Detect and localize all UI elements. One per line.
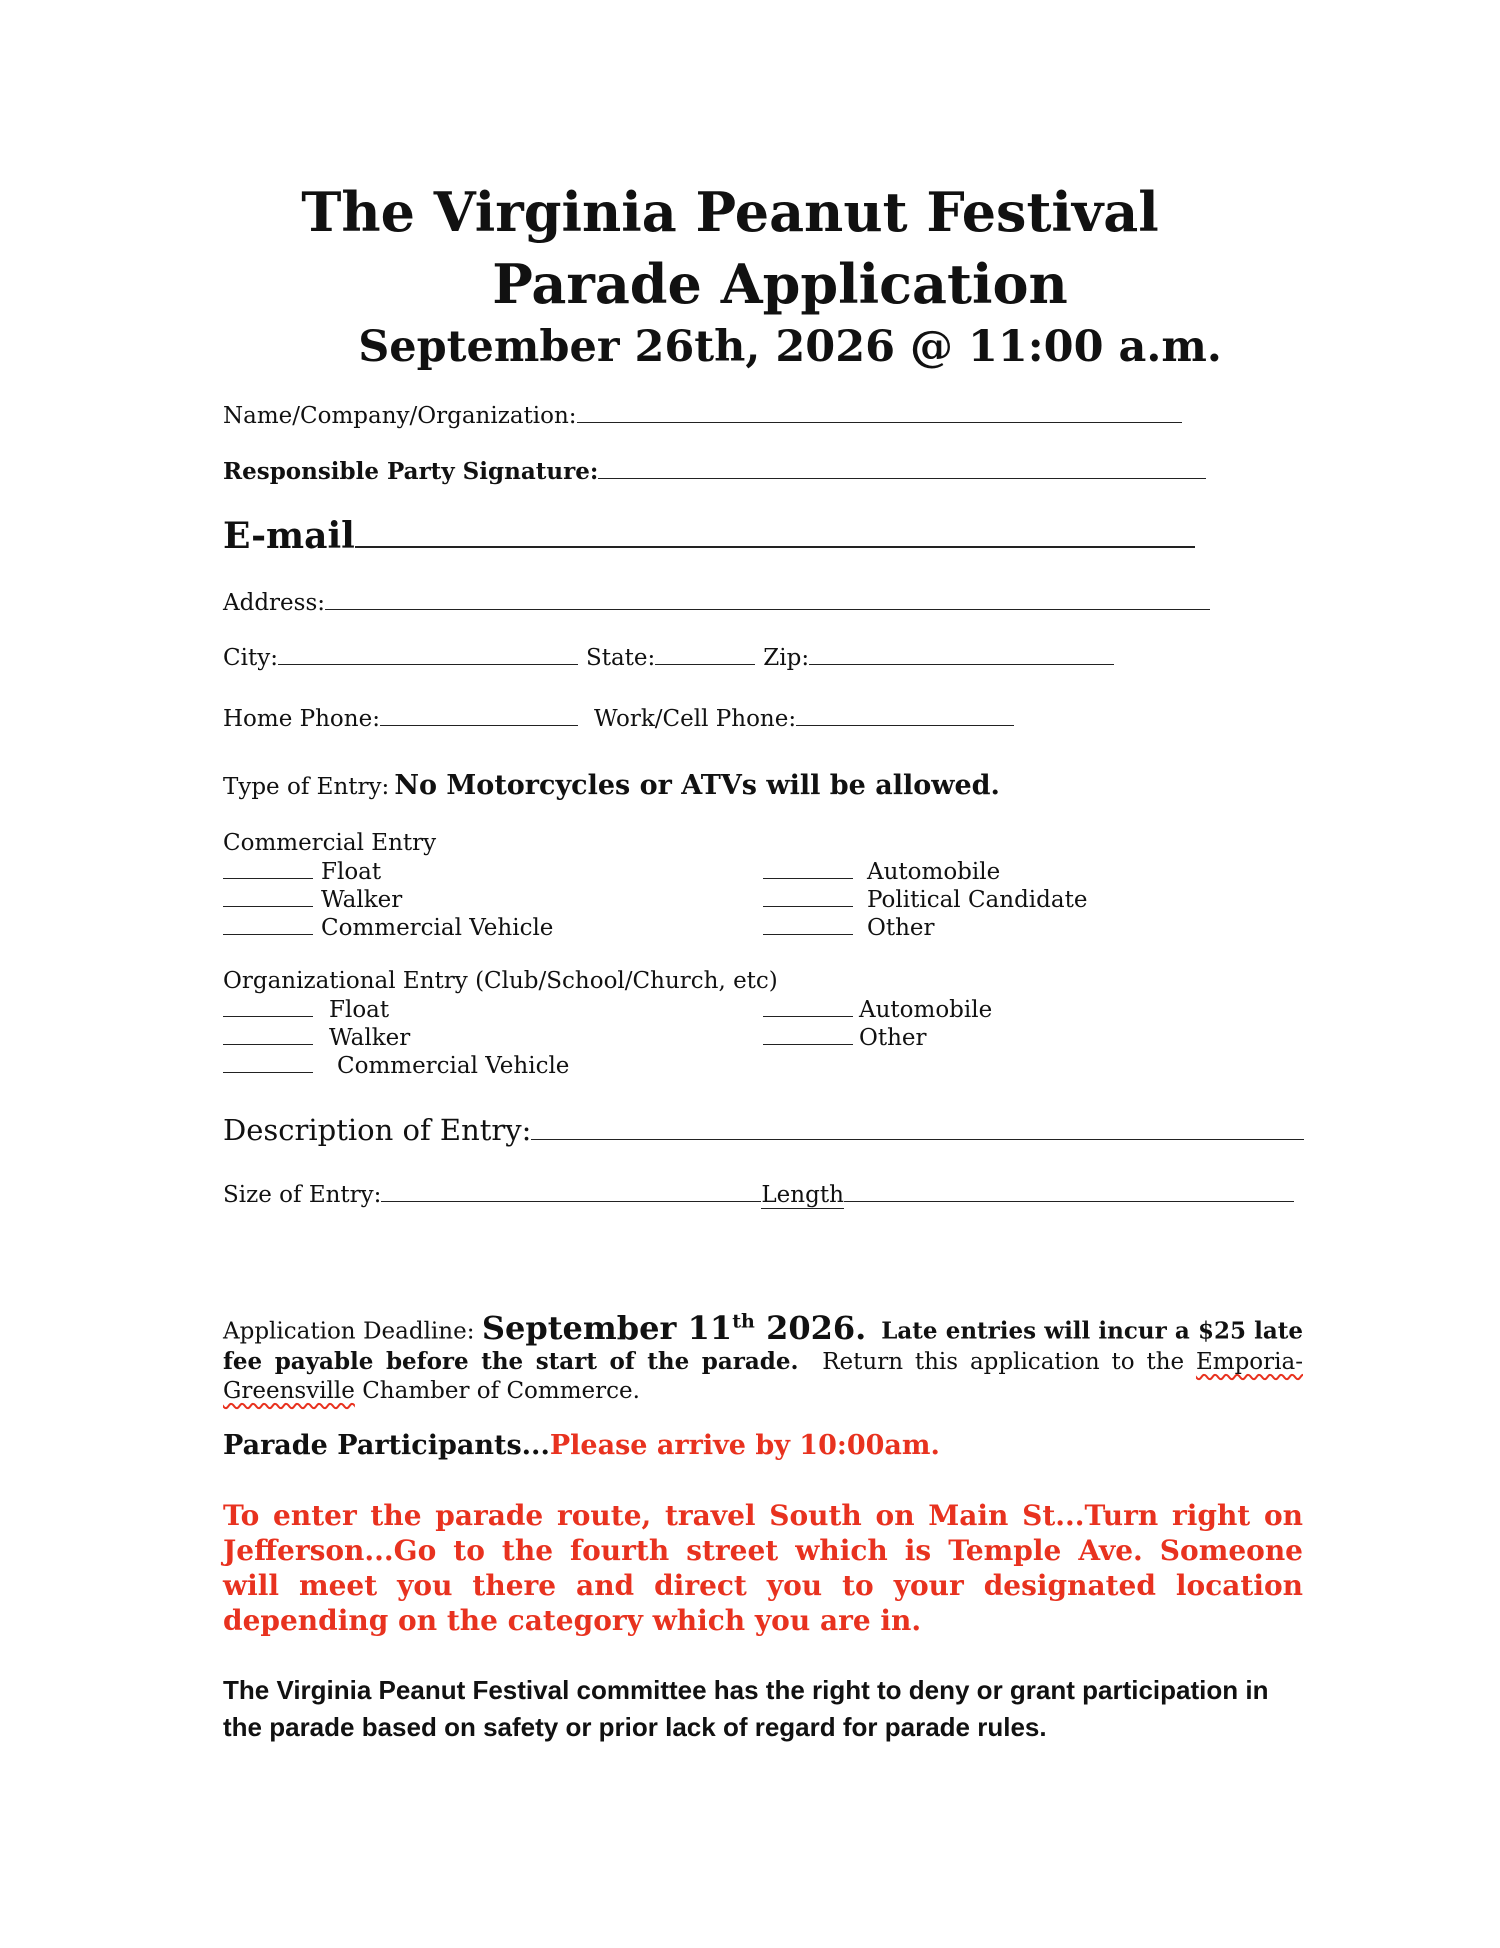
- option-label: Float: [329, 997, 390, 1023]
- state-label: State:: [585, 645, 656, 671]
- length-line[interactable]: [844, 1201, 1294, 1202]
- description-label: Description of Entry:: [223, 1113, 532, 1147]
- description-field[interactable]: [223, 1113, 1304, 1147]
- signature-field[interactable]: [223, 458, 1206, 485]
- size-line[interactable]: [381, 1201, 761, 1202]
- checkbox-line[interactable]: [223, 858, 313, 879]
- participation-rules: The Virginia Peanut Festival committee has the right to deny or grant participation in the parade based on safety or prior lack of regard for parade rules.: [223, 1675, 1269, 1742]
- email-line[interactable]: [355, 546, 1195, 548]
- deadline-date-suffix: th: [732, 1310, 755, 1332]
- checkbox-line[interactable]: [763, 1024, 853, 1045]
- option-label: Walker: [329, 1025, 411, 1051]
- signature-line[interactable]: [598, 478, 1206, 479]
- email-label: E-mail: [223, 515, 355, 557]
- work-phone-label: Work/Cell Phone:: [593, 706, 797, 732]
- checkbox-line[interactable]: [763, 996, 853, 1017]
- work-phone-line[interactable]: [796, 725, 1014, 726]
- route-directions: To enter the parade route, travel South on Main St...Turn right on Jefferson...Go to the fourth street which is Temple Ave. Someone will meet you there and direct you to your designated location depending on the category which you are in.: [223, 1499, 1303, 1637]
- participants-row: [223, 1430, 940, 1461]
- city-state-zip-row: [223, 645, 1114, 671]
- entry-type-label: Type of Entry:: [223, 774, 390, 800]
- name-field[interactable]: [223, 403, 1182, 429]
- deadline-label: Application Deadline:: [223, 1318, 475, 1345]
- address-label: Address:: [223, 590, 326, 616]
- late-fee-text: Late entries will incur a $25 late fee payable before the start of the parade.: [223, 1317, 1304, 1375]
- size-label: Size of Entry:: [223, 1182, 382, 1208]
- entry-type-row: [223, 770, 1000, 801]
- event-date: September 26th, 2026 @ 11:00 a.m.: [358, 322, 1222, 372]
- checkbox-line[interactable]: [223, 1052, 313, 1073]
- checkbox-line[interactable]: [223, 914, 313, 935]
- checkbox-line[interactable]: [223, 886, 313, 907]
- city-label: City:: [223, 645, 278, 671]
- title-line-2: Parade Application: [492, 252, 1068, 316]
- participants-label: Parade Participants...: [223, 1430, 550, 1461]
- organizational-heading: Organizational Entry (Club/School/Church, etc): [223, 968, 778, 994]
- deadline-paragraph: [223, 1307, 1303, 1406]
- name-line[interactable]: [577, 422, 1182, 423]
- deadline-date: [482, 1309, 866, 1347]
- option-label: Automobile: [867, 859, 1001, 885]
- phone-row: [223, 706, 1014, 732]
- commercial-vehicle-option[interactable]: [223, 914, 553, 941]
- size-row: [223, 1182, 1294, 1209]
- title-line-1: The Virginia Peanut Festival: [301, 180, 1159, 244]
- commercial-float-option[interactable]: [223, 858, 381, 885]
- chamber-rest: Chamber of Commerce.: [362, 1377, 640, 1404]
- checkbox-line[interactable]: [223, 1024, 313, 1045]
- option-label: Other: [859, 1025, 927, 1051]
- description-line[interactable]: [531, 1139, 1304, 1140]
- chamber-name: Emporia-Greensville: [223, 1348, 1303, 1404]
- org-vehicle-option[interactable]: [223, 1052, 569, 1079]
- commercial-walker-option[interactable]: [223, 886, 402, 913]
- length-label: Length: [761, 1182, 844, 1208]
- org-other-option[interactable]: [763, 1024, 927, 1051]
- org-walker-option[interactable]: [223, 1024, 410, 1051]
- home-phone-line[interactable]: [380, 725, 578, 726]
- checkbox-line[interactable]: [763, 858, 853, 879]
- org-automobile-option[interactable]: [763, 996, 992, 1023]
- checkbox-line[interactable]: [763, 914, 853, 935]
- option-label: Political Candidate: [867, 887, 1088, 913]
- return-text: Return this application to the: [822, 1348, 1185, 1375]
- option-label: Other: [867, 915, 935, 941]
- signature-label: Responsible Party Signature:: [223, 458, 599, 485]
- name-label: Name/Company/Organization:: [223, 403, 577, 429]
- option-label: Commercial Vehicle: [321, 915, 554, 941]
- commercial-automobile-option[interactable]: [763, 858, 1000, 885]
- email-field[interactable]: [223, 515, 1195, 557]
- state-line[interactable]: [655, 664, 755, 665]
- zip-line[interactable]: [809, 664, 1114, 665]
- zip-label: Zip:: [763, 645, 810, 671]
- option-label: Walker: [321, 887, 403, 913]
- checkbox-line[interactable]: [223, 996, 313, 1017]
- deadline-date-day: September 11: [481, 1308, 733, 1347]
- option-label: Commercial Vehicle: [337, 1053, 570, 1079]
- city-line[interactable]: [278, 664, 578, 665]
- option-label: Automobile: [859, 997, 993, 1023]
- option-label: Float: [321, 859, 382, 885]
- checkbox-line[interactable]: [763, 886, 853, 907]
- address-line[interactable]: [325, 609, 1210, 610]
- commercial-other-option[interactable]: [763, 914, 935, 941]
- arrive-time: Please arrive by 10:00am.: [549, 1430, 940, 1461]
- commercial-heading: Commercial Entry: [223, 830, 437, 856]
- commercial-political-option[interactable]: [763, 886, 1087, 913]
- home-phone-label: Home Phone:: [223, 706, 380, 732]
- org-float-option[interactable]: [223, 996, 389, 1023]
- address-field[interactable]: [223, 590, 1210, 616]
- entry-type-notice: No Motorcycles or ATVs will be allowed.: [394, 770, 1000, 801]
- deadline-date-year: 2026.: [766, 1308, 867, 1347]
